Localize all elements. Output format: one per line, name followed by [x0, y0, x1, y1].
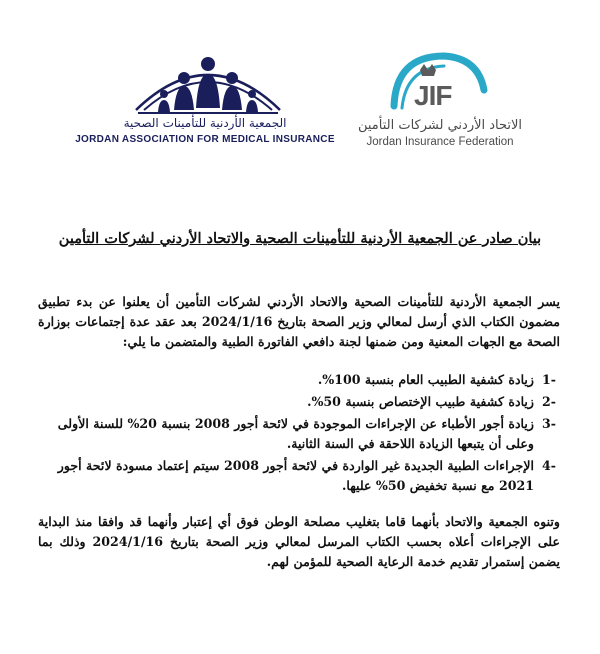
list-item — [38, 370, 560, 390]
item-number: -1 — [542, 372, 556, 387]
closing-paragraph: وتنوه الجمعية والاتحاد بأنهما قاما بتغليب مصلحة الوطن فوق أي إعتبار وأنهما قد وافقا منذ البداية على الإجراءات أعلاه بحسب الكتاب المرسل لمعالي وزير الصحة بتاريخ 2024/1/16 وذلك بما يضمن إستمرار تقديم خدمة الرعاية الصحية للمؤمن لهم. — [38, 514, 560, 569]
item-text: زيادة كشفية الطبيب العام بنسبة 100%. — [317, 372, 534, 387]
item-text: الإجراءات الطبية الجديدة غير الواردة في لائحة أجور 2008 سيتم إعتماد مسودة لائحة أجور 2021 مع نسبة تخفيض 50% عليها. — [57, 458, 534, 493]
federation-logo — [340, 50, 540, 150]
association-name-ar: الجمعية الأردنية للتأمينات الصحية — [123, 116, 287, 130]
measures-list — [38, 370, 560, 496]
item-text: زيادة كشفية طبيب الإختصاص بنسبة 50%. — [307, 394, 534, 409]
statement-body — [38, 292, 560, 572]
association-name-en: JORDAN ASSOCIATION FOR MEDICAL INSURANCE — [75, 134, 335, 145]
intro-paragraph: يسر الجمعية الأردنية للتأمينات الصحية والاتحاد الأردني لشركات التأمين أن يعلنوا عن بدء تطبيق مضمون الكتاب الذي أرسل لمعالي وزير الصحة بتاريخ 2024/1/16 بعد عقد عدة إجتماعات بوزارة الصحة مع الجهات المعنية ومن ضمنها لجنة دافعي الفاتورة الطبية والمتضمن ما يلي: — [38, 294, 561, 349]
federation-name-ar: الاتحاد الأردني لشركات التأمين — [357, 118, 523, 133]
list-item — [38, 392, 560, 412]
association-logo — [70, 50, 340, 150]
family-umbrella-icon — [128, 50, 288, 116]
item-number: -4 — [542, 458, 556, 473]
list-item — [38, 414, 560, 454]
item-text: زيادة أجور الأطباء عن الإجراءات الموجودة في لائحة أجور 2008 بنسبة 20% للسنة الأولى وعلى أن يتبعها الزيادة اللاحقة في السنة الثانية. — [57, 416, 534, 451]
statement-title: بيان صادر عن الجمعية الأردنية للتأمينات الصحية والاتحاد الأردني لشركات التأمين — [58, 230, 542, 247]
federation-name-en: Jordan Insurance Federation — [366, 136, 514, 148]
item-number: -2 — [542, 394, 556, 409]
federation-letters: JIF — [414, 80, 452, 111]
list-item — [38, 456, 560, 496]
item-number: -3 — [542, 416, 556, 431]
